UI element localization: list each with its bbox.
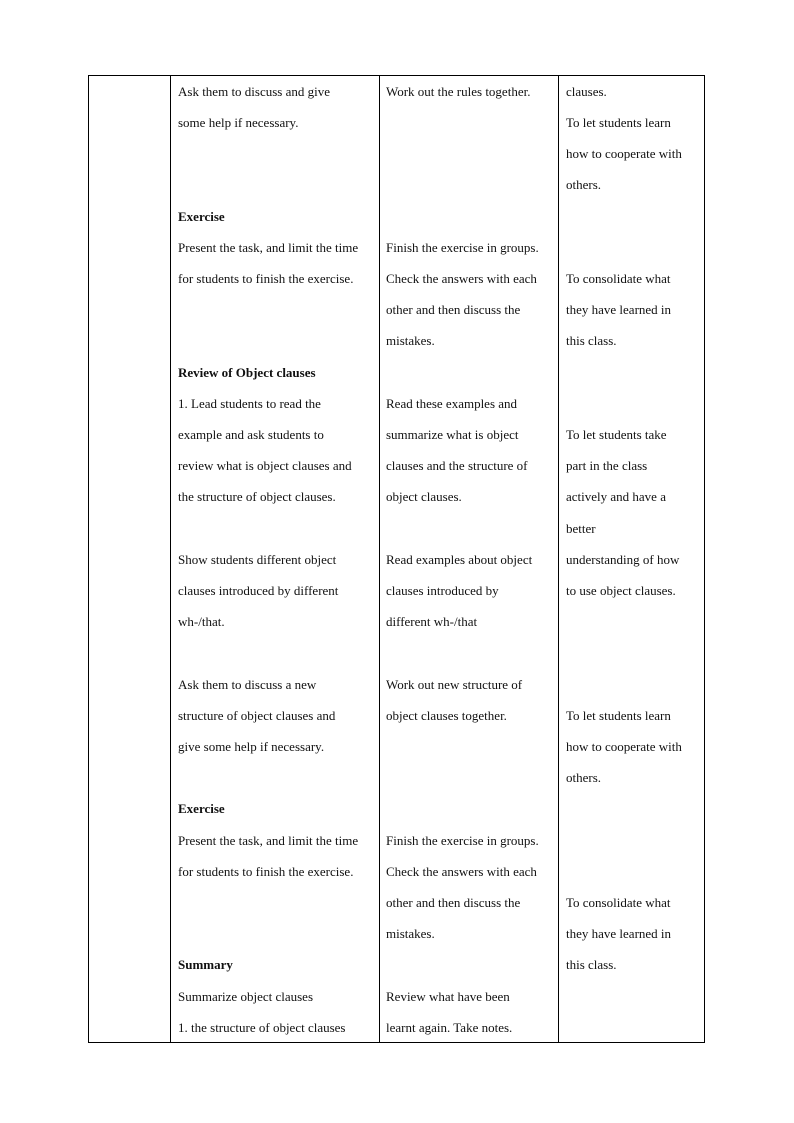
purpose-line: To consolidate what [566, 271, 671, 286]
teacher-activity-line: some help if necessary. [178, 115, 299, 130]
purpose-line: they have learned in [566, 302, 672, 317]
purpose-line: part in the class [566, 458, 648, 473]
purpose-line: To let students learn [566, 708, 671, 723]
teacher-activity-line: 1. Lead students to read the [178, 396, 321, 411]
teacher-activity-line: review what is object clauses and [178, 458, 352, 473]
student-activity-line: Check the answers with each [386, 864, 537, 879]
column-divider [170, 76, 171, 1042]
teacher-activity-line: example and ask students to [178, 427, 324, 442]
student-activity-line: Read these examples and [386, 396, 518, 411]
teacher-activity-line: structure of object clauses and [178, 708, 336, 723]
teacher-activity-line: Present the task, and limit the time [178, 240, 359, 255]
student-activity-line: Finish the exercise in groups. [386, 833, 539, 848]
student-activity-line: different wh-/that [386, 614, 478, 629]
student-activity-line: mistakes. [386, 333, 435, 348]
purpose-line: to use object clauses. [566, 583, 676, 598]
purpose-line: this class. [566, 333, 617, 348]
student-activity-line: Check the answers with each [386, 271, 537, 286]
student-activity-line: object clauses together. [386, 708, 507, 723]
teacher-activity-line: Present the task, and limit the time [178, 833, 359, 848]
student-activity-line: clauses introduced by [386, 583, 499, 598]
teacher-activity-line: wh-/that. [178, 614, 225, 629]
student-activity-line: summarize what is object [386, 427, 519, 442]
student-activity-line: object clauses. [386, 489, 462, 504]
student-activity-line: clauses and the structure of [386, 458, 528, 473]
purpose-line: actively and have a [566, 489, 666, 504]
section-heading-review: Review of Object clauses [178, 365, 316, 380]
teacher-activity-line: clauses introduced by different [178, 583, 339, 598]
column-divider [558, 76, 559, 1042]
column-divider [379, 76, 380, 1042]
purpose-line: To consolidate what [566, 895, 671, 910]
purpose-line: understanding of how [566, 552, 680, 567]
purpose-line: this class. [566, 957, 617, 972]
purpose-line: how to cooperate with [566, 739, 682, 754]
teacher-activity-line: give some help if necessary. [178, 739, 325, 754]
student-activity-line: other and then discuss the [386, 895, 521, 910]
student-activity-line: Read examples about object [386, 552, 533, 567]
section-heading-exercise: Exercise [178, 801, 225, 816]
purpose-line: they have learned in [566, 926, 672, 941]
student-activity-line: Review what have been [386, 989, 510, 1004]
purpose-line: To let students take [566, 427, 667, 442]
student-activity-line: mistakes. [386, 926, 435, 941]
purpose-line: others. [566, 770, 602, 785]
student-activity-line: Work out new structure of [386, 677, 523, 692]
purpose-line: better [566, 521, 596, 536]
teacher-activity-line: Show students different object [178, 552, 337, 567]
purpose-line: how to cooperate with [566, 146, 682, 161]
teacher-activity-line: for students to finish the exercise. [178, 271, 354, 286]
teacher-activity-line: 1. the structure of object clauses [178, 1020, 346, 1035]
purpose-line: clauses. [566, 84, 607, 99]
student-activity-line: Finish the exercise in groups. [386, 240, 539, 255]
section-heading-summary: Summary [178, 957, 233, 972]
student-activity-line: other and then discuss the [386, 302, 521, 317]
student-activity-line: Work out the rules together. [386, 84, 531, 99]
teacher-activity-line: Summarize object clauses [178, 989, 314, 1004]
teacher-activity-line: Ask them to discuss and give [178, 84, 331, 99]
purpose-line: To let students learn [566, 115, 671, 130]
section-heading-exercise: Exercise [178, 209, 225, 224]
student-activity-line: learnt again. Take notes. [386, 1020, 513, 1035]
purpose-line: others. [566, 177, 602, 192]
teacher-activity-line: the structure of object clauses. [178, 489, 336, 504]
teacher-activity-line: Ask them to discuss a new [178, 677, 317, 692]
teacher-activity-line: for students to finish the exercise. [178, 864, 354, 879]
